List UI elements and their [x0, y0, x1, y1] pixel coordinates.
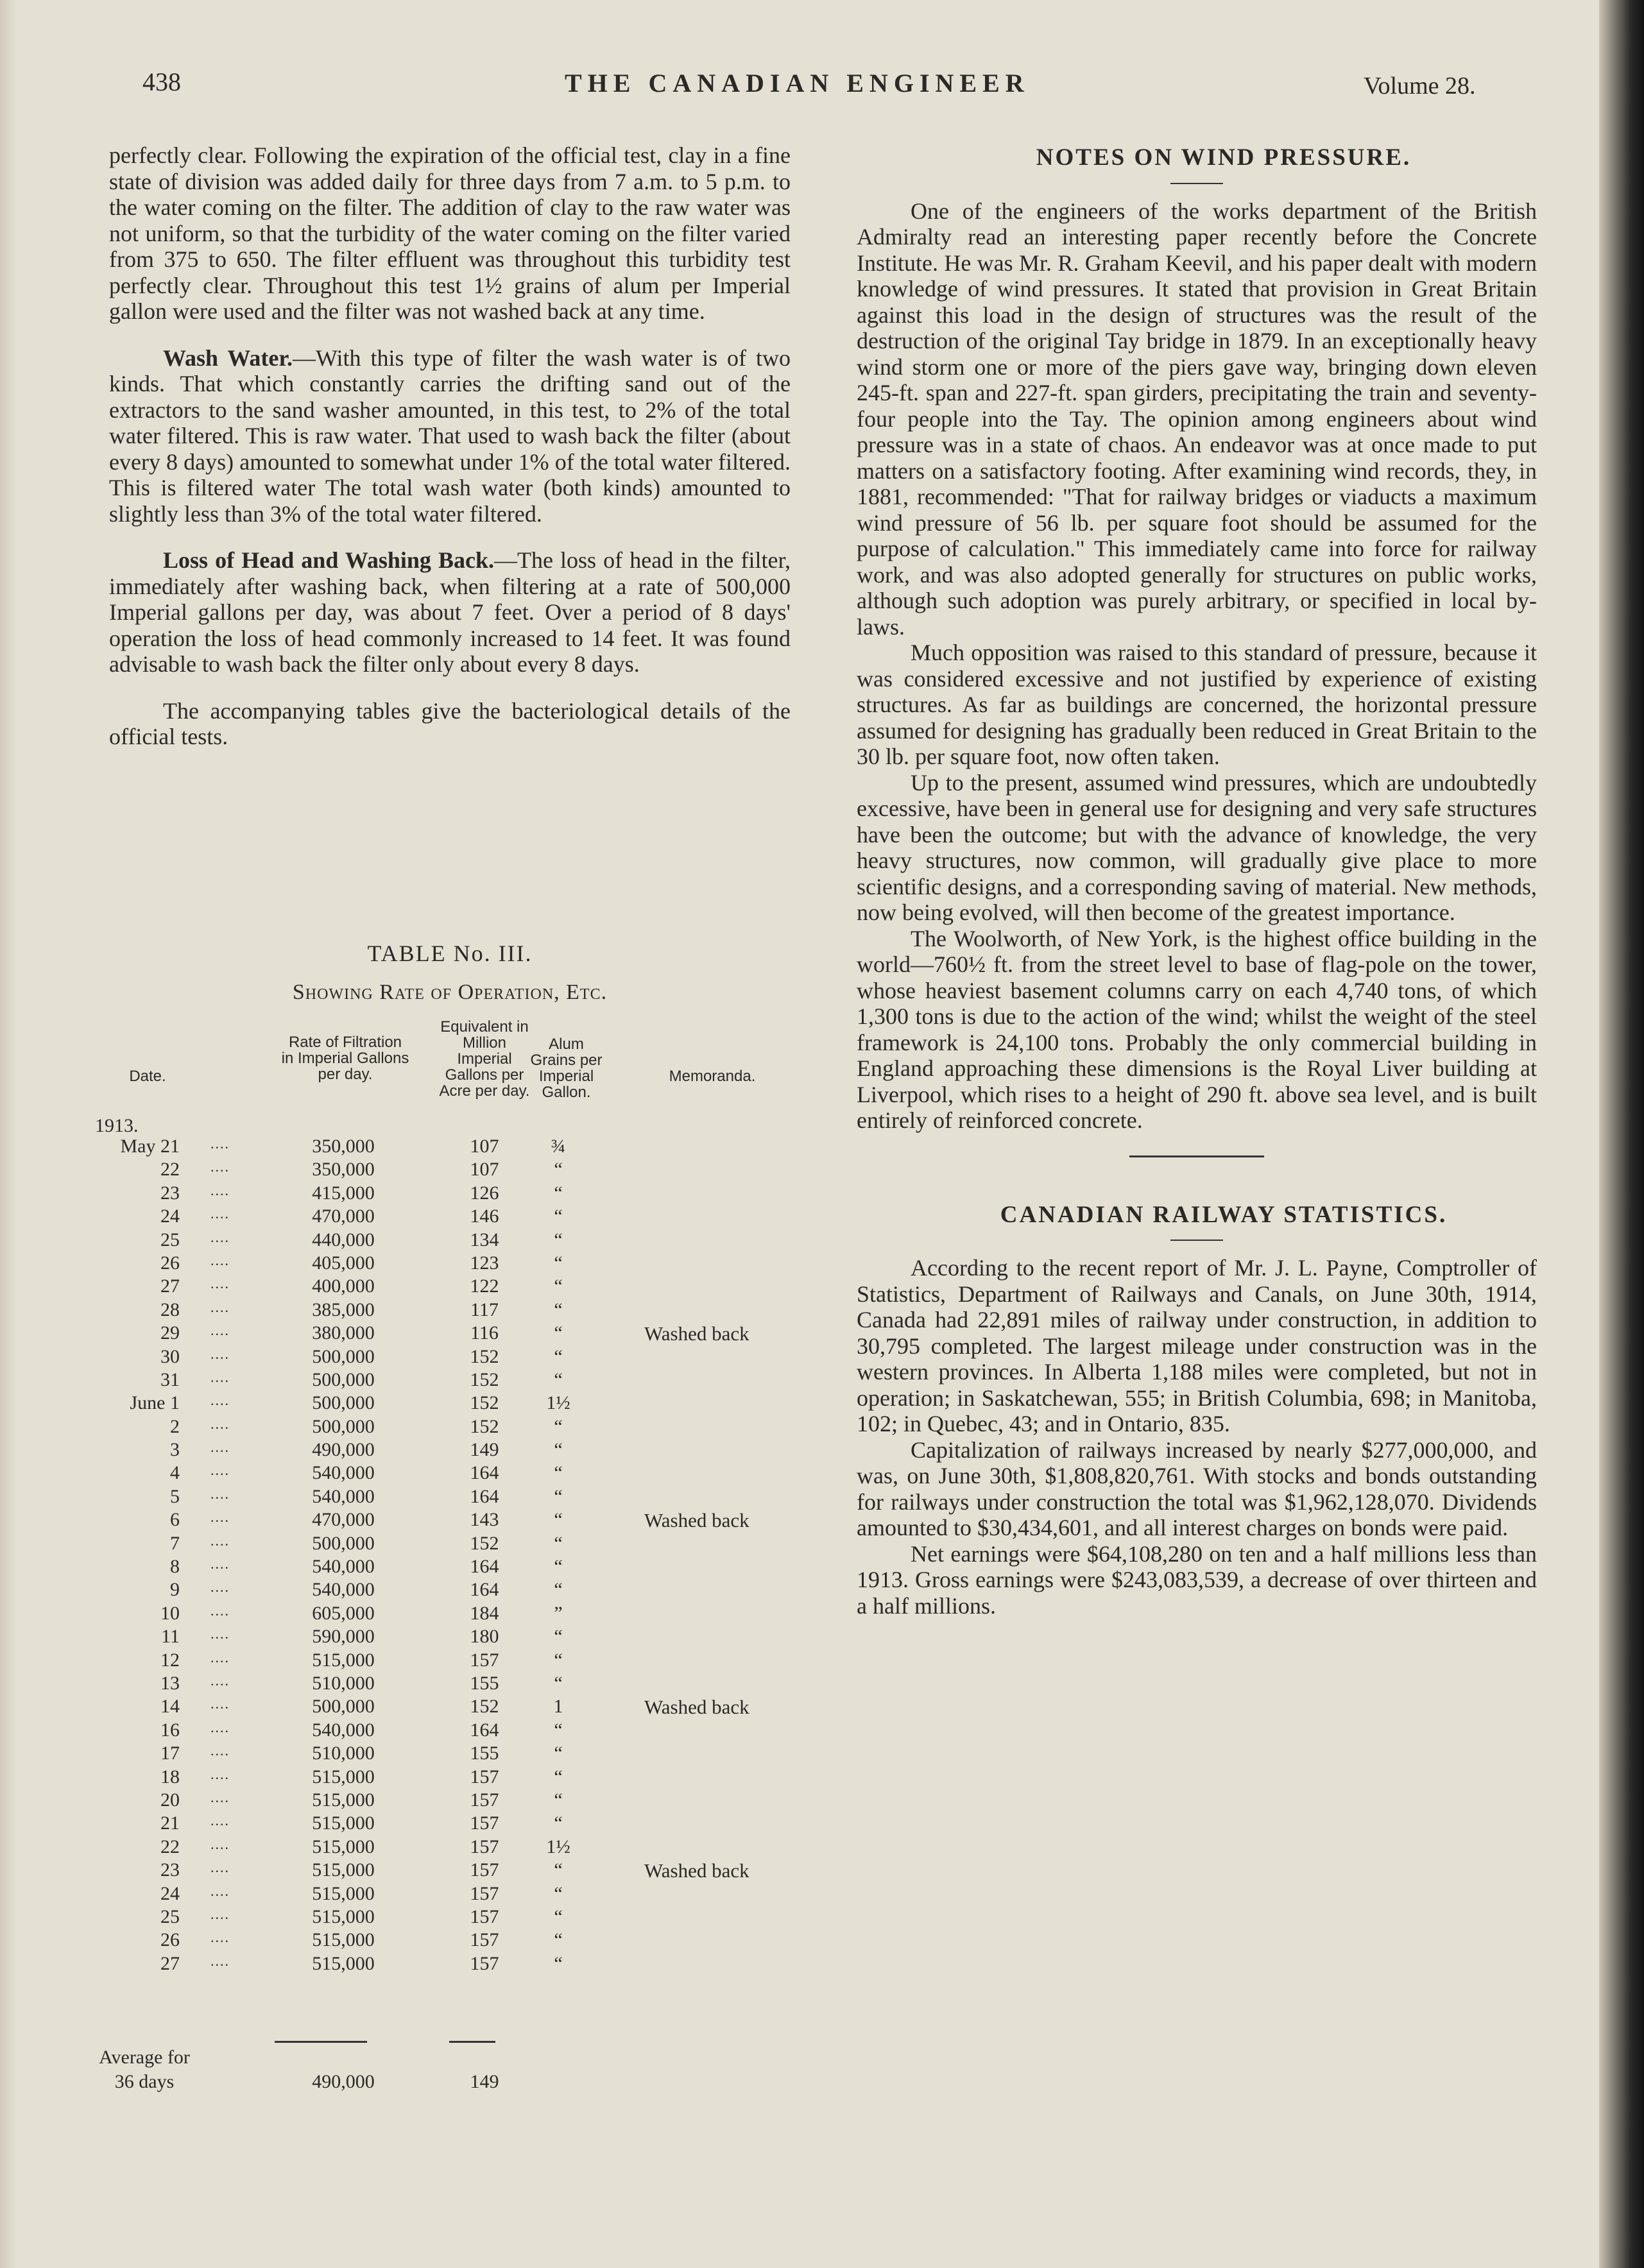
row-alum: “	[554, 1345, 563, 1367]
row-alum: “	[554, 1952, 563, 1974]
row-alum: “	[554, 1626, 563, 1648]
average-equivalent: 149	[470, 2071, 499, 2092]
wind-paragraph-4: The Woolworth, of New York, is the highest office building in the world—760½ ft. from the street level to base of flag-pole on the tower, whose heaviest basement columns carry on each 4,740 tons, of which 1,300 tons is due to the action of the wind; whilst the weight of the steel framework is 24,100 tons. Probably the only commercial building in England approaching these dimensions is the Royal Liver building at Liverpool, which rises to a height of 290 ft. above sea level, and is built entirely of reinforced concrete.	[857, 925, 1537, 1133]
row-date: 6	[170, 1509, 180, 1531]
col-header-memoranda: Memoranda.	[669, 1068, 756, 1085]
row-rate: 500,000	[312, 1392, 375, 1414]
table-row	[0, 1603, 796, 1626]
row-date: 28	[160, 1299, 180, 1320]
row-alum: “	[554, 1906, 563, 1927]
row-date: 16	[160, 1719, 180, 1741]
row-rate: 515,000	[312, 1766, 375, 1787]
table-row	[0, 1462, 796, 1485]
row-equivalent: 152	[470, 1696, 499, 1718]
row-memo: Washed back	[644, 1509, 749, 1532]
row-alum: “	[554, 1859, 563, 1881]
table-row	[0, 1812, 796, 1836]
row-rate: 500,000	[312, 1532, 375, 1554]
row-rate: 405,000	[312, 1252, 375, 1274]
row-rate: 385,000	[312, 1299, 375, 1320]
row-alum: “	[554, 1556, 563, 1578]
table-subtitle: Showing Rate of Operation, Etc.	[292, 980, 608, 1004]
table-row	[0, 1696, 796, 1719]
leader-dots: ....	[210, 1159, 230, 1175]
row-equivalent: 107	[470, 1136, 499, 1157]
railway-paragraph-2: Capitalization of railways increased by nearly $277,000,000, and was, on June 30th, $1,808,820,761. With stocks and bonds outstanding for railways under construction the total was $1,962,128,070. Dividends amounted to $30,434,601, and all interest charges on bonds were paid.	[857, 1437, 1537, 1540]
row-rate: 540,000	[312, 1462, 375, 1484]
leader-dots: ....	[210, 1368, 230, 1385]
leader-dots: ....	[210, 1859, 230, 1876]
leader-dots: ....	[210, 1696, 230, 1712]
railway-paragraph-1: According to the recent report of Mr. J. L. Payne, Comptroller of Statistics, Department of Railways and Canals, on June 30th, 1914, Canada had 22,891 miles of railway under construction, in addition to 30,795 completed. The largest mileage under construction was in the western provinces. In Alberta 1,188 miles were completed, but not in operation; in Saskatchewan, 555; in British Columbia, 698; in Manitoba, 102; in Quebec, 43; and in Ontario, 835.	[857, 1255, 1537, 1437]
leader-dots: ....	[210, 1882, 230, 1899]
row-equivalent: 157	[470, 1952, 499, 1974]
row-rate: 540,000	[312, 1556, 375, 1578]
right-column	[857, 145, 1537, 1619]
row-rate: 400,000	[312, 1275, 375, 1297]
row-date: June 1	[130, 1392, 180, 1414]
wash-water-text: —With this type of filter the wash water is of two kinds. That which constantly carries the drifting sand out of the extractors to the sand washer amounted, in this test, to 2% of the total water filtered. This is raw water. That used to wash back the filter (about every 8 days) amounted to somewhat under 1% of the total water filtered. This is filtered water The total wash water (both kinds) amounted to slightly less than 3% of the total water filtered.	[109, 345, 791, 527]
row-alum: “	[554, 1368, 563, 1390]
average-label: Average for 36 days	[99, 2047, 190, 2092]
paragraph-accompanying-tables: The accompanying tables give the bacteriological details of the official tests.	[109, 697, 791, 749]
leader-dots: ....	[210, 1299, 230, 1315]
row-alum: “	[554, 1415, 563, 1437]
col-header-rate: Rate of Filtration in Imperial Gallons per day.	[281, 1034, 409, 1083]
row-rate: 515,000	[312, 1859, 375, 1881]
row-date: 24	[160, 1206, 180, 1227]
row-equivalent: 143	[470, 1509, 499, 1531]
row-alum: “	[554, 1766, 563, 1787]
table-body	[0, 1136, 796, 1976]
row-date: 14	[160, 1696, 180, 1718]
row-alum: “	[554, 1252, 563, 1274]
row-alum: “	[554, 1532, 563, 1554]
leader-dots: ....	[210, 1649, 230, 1666]
row-equivalent: 123	[470, 1252, 499, 1274]
row-equivalent: 117	[470, 1299, 499, 1320]
row-date: 12	[160, 1649, 180, 1671]
row-date: May 21	[120, 1136, 180, 1157]
row-rate: 510,000	[312, 1672, 375, 1694]
page-number: 438	[142, 67, 181, 96]
table-row	[0, 1766, 796, 1789]
leader-dots: ....	[210, 1275, 230, 1292]
row-rate: 510,000	[312, 1743, 375, 1764]
row-rate: 415,000	[312, 1182, 375, 1204]
row-equivalent: 157	[470, 1906, 499, 1927]
table-row	[0, 1650, 796, 1673]
row-equivalent: 152	[470, 1345, 499, 1367]
row-equivalent: 184	[470, 1602, 499, 1624]
leader-dots: ....	[210, 1789, 230, 1805]
row-equivalent: 157	[470, 1649, 499, 1671]
row-memo: Washed back	[644, 1696, 749, 1719]
row-alum: “	[554, 1462, 563, 1484]
table-row	[0, 1579, 796, 1602]
row-equivalent: 164	[470, 1462, 499, 1484]
table-row	[0, 1252, 796, 1275]
leader-dots: ....	[210, 1392, 230, 1409]
total-rule-equivalent	[449, 2041, 495, 2043]
row-memo: Washed back	[644, 1322, 749, 1345]
table-row	[0, 1392, 796, 1415]
row-equivalent: 134	[470, 1229, 499, 1250]
table-title: TABLE No. III.	[367, 941, 533, 966]
leader-dots: ....	[210, 1322, 230, 1339]
row-equivalent: 146	[470, 1206, 499, 1227]
row-alum: “	[554, 1579, 563, 1601]
row-rate: 540,000	[312, 1579, 375, 1601]
row-rate: 350,000	[312, 1159, 375, 1181]
row-alum: 1½	[546, 1392, 570, 1414]
leader-dots: ....	[210, 1556, 230, 1573]
row-rate: 350,000	[312, 1136, 375, 1157]
row-date: 26	[160, 1929, 180, 1951]
row-equivalent: 107	[470, 1159, 499, 1181]
row-rate: 515,000	[312, 1649, 375, 1671]
row-rate: 380,000	[312, 1322, 375, 1344]
wind-paragraph-2: Much opposition was raised to this standard of pressure, because it was considered excessive and not justified by experience of existing structures. As far as buildings are concerned, the horizontal pressure assumed for designing has gradually been reduced in Great Britain to the 30 lb. per square foot, now often taken.	[857, 640, 1537, 769]
leader-dots: ....	[210, 1812, 230, 1829]
table-row	[0, 1789, 796, 1812]
leader-dots: ....	[210, 1136, 230, 1152]
table-row	[0, 1836, 796, 1859]
row-equivalent: 157	[470, 1766, 499, 1787]
row-rate: 500,000	[312, 1415, 375, 1437]
title-rule	[1170, 183, 1223, 184]
row-date: 31	[160, 1368, 180, 1390]
row-date: 5	[170, 1485, 180, 1507]
row-rate: 515,000	[312, 1789, 375, 1811]
table-row	[0, 1859, 796, 1882]
row-alum: “	[554, 1929, 563, 1951]
row-alum: ”	[554, 1602, 563, 1624]
leader-dots: ....	[210, 1415, 230, 1432]
table-row	[0, 1719, 796, 1743]
row-date: 9	[170, 1579, 180, 1601]
row-equivalent: 122	[470, 1275, 499, 1297]
table-row	[0, 1182, 796, 1206]
row-equivalent: 157	[470, 1836, 499, 1857]
row-date: 25	[160, 1229, 180, 1250]
row-alum: “	[554, 1812, 563, 1834]
row-alum: “	[554, 1789, 563, 1811]
row-alum: 1½	[546, 1836, 570, 1857]
row-rate: 490,000	[312, 1439, 375, 1461]
row-date: 7	[170, 1532, 180, 1554]
row-alum: “	[554, 1206, 563, 1227]
wind-paragraph-3: Up to the present, assumed wind pressures, which are undoubtedly excessive, have been in general use for designing and very safe structures have been the outcome; but with the advance of knowledge, the very heavy structures, now common, will gradually give place to more scientific designs, and a corresponding saving of material. New methods, now being evolved, will then become of the greatest importance.	[857, 769, 1537, 925]
leader-dots: ....	[210, 1439, 230, 1456]
table-row	[0, 1743, 796, 1766]
leader-dots: ....	[210, 1836, 230, 1852]
leader-dots: ....	[210, 1206, 230, 1222]
row-rate: 500,000	[312, 1368, 375, 1390]
row-rate: 470,000	[312, 1509, 375, 1531]
col-header-alum: Alum Grains per Imperial Gallon.	[530, 1036, 603, 1101]
row-rate: 515,000	[312, 1906, 375, 1927]
table-row	[0, 1322, 796, 1345]
running-header	[0, 63, 1566, 108]
row-alum: “	[554, 1485, 563, 1507]
table-row	[0, 1486, 796, 1509]
row-date: 23	[160, 1859, 180, 1881]
row-alum: “	[554, 1229, 563, 1250]
row-date: 10	[160, 1602, 180, 1624]
col-header-equivalent: Equivalent in Million Imperial Gallons per Acre per day.	[439, 1018, 530, 1100]
row-date: 22	[160, 1836, 180, 1857]
row-equivalent: 157	[470, 1859, 499, 1881]
row-date: 23	[160, 1182, 180, 1204]
row-equivalent: 126	[470, 1182, 499, 1204]
leader-dots: ....	[210, 1532, 230, 1549]
row-rate: 590,000	[312, 1626, 375, 1648]
table-row	[0, 1556, 796, 1579]
leader-dots: ....	[210, 1672, 230, 1689]
wind-pressure-title: NOTES ON WIND PRESSURE.	[1036, 144, 1412, 171]
row-equivalent: 180	[470, 1626, 499, 1648]
row-date: 3	[170, 1439, 180, 1461]
leader-dots: ....	[210, 1602, 230, 1619]
loss-of-head-text: —The loss of head in the filter, immediately after washing back, when filtering at a rate of 500,000 Imperial gallons per day, was about 7 feet. Over a period of 8 days' operation the loss of head commonly increased to 14 feet. It was found advisable to wash back the filter only about every 8 days.	[109, 547, 791, 677]
table-row	[0, 1929, 796, 1952]
row-equivalent: 157	[470, 1882, 499, 1904]
row-date: 17	[160, 1743, 180, 1764]
leader-dots: ....	[210, 1906, 230, 1922]
leader-dots: ....	[210, 1626, 230, 1642]
section-head-loss-of-head: Loss of Head and Washing Back.	[163, 547, 494, 573]
row-equivalent: 164	[470, 1579, 499, 1601]
row-equivalent: 157	[470, 1812, 499, 1834]
leader-dots: ....	[210, 1485, 230, 1502]
table-row	[0, 1206, 796, 1229]
row-rate: 540,000	[312, 1719, 375, 1741]
row-alum: “	[554, 1672, 563, 1694]
journal-title: THE CANADIAN ENGINEER	[565, 69, 1030, 98]
paragraph-filter-clear: perfectly clear. Following the expiration of the official test, clay in a fine state of division was added daily for three days from 7 a.m. to 5 p.m. to the water coming on the filter. The addition of clay to the raw water was not uniform, so that the turbidity of the water coming on the filter varied from 375 to 650. The filter effluent was throughout this turbidity test perfectly clear. Throughout this test 1½ grains of alum per Imperial gallon were used and the filter was not washed back at any time.	[109, 142, 791, 324]
row-date: 27	[160, 1275, 180, 1297]
row-alum: “	[554, 1322, 563, 1344]
row-rate: 470,000	[312, 1206, 375, 1227]
table-row	[0, 1369, 796, 1392]
table-row	[0, 1299, 796, 1322]
page-binding-edge	[1599, 0, 1644, 2268]
row-equivalent: 157	[470, 1789, 499, 1811]
table-row	[0, 1883, 796, 1906]
row-rate: 515,000	[312, 1812, 375, 1834]
row-equivalent: 155	[470, 1672, 499, 1694]
row-date: 4	[170, 1462, 180, 1484]
row-date: 21	[160, 1812, 180, 1834]
table-row	[0, 1439, 796, 1462]
table-row	[0, 1136, 796, 1159]
row-date: 2	[170, 1415, 180, 1437]
leader-dots: ....	[210, 1766, 230, 1782]
row-alum: “	[554, 1882, 563, 1904]
average-rate: 490,000	[312, 2071, 375, 2092]
row-equivalent: 164	[470, 1485, 499, 1507]
row-rate: 500,000	[312, 1696, 375, 1718]
row-rate: 515,000	[312, 1882, 375, 1904]
table-row	[0, 1509, 796, 1532]
table-row	[0, 1275, 796, 1299]
table-row	[0, 1906, 796, 1929]
row-equivalent: 164	[470, 1556, 499, 1578]
leader-dots: ....	[210, 1345, 230, 1362]
row-equivalent: 152	[470, 1532, 499, 1554]
row-alum: “	[554, 1649, 563, 1671]
row-memo: Washed back	[644, 1859, 749, 1882]
volume-label: Volume 28.	[1364, 72, 1476, 99]
row-rate: 500,000	[312, 1345, 375, 1367]
row-equivalent: 152	[470, 1415, 499, 1437]
table-row	[0, 1626, 796, 1649]
row-date: 8	[170, 1556, 180, 1578]
table-row	[0, 1953, 796, 1976]
row-date: 27	[160, 1952, 180, 1974]
table-row	[0, 1416, 796, 1439]
row-alum: “	[554, 1182, 563, 1204]
row-equivalent: 149	[470, 1439, 499, 1461]
leader-dots: ....	[210, 1929, 230, 1946]
total-rule-rate	[275, 2041, 367, 2043]
table-row	[0, 1346, 796, 1369]
row-alum: “	[554, 1743, 563, 1764]
row-rate: 515,000	[312, 1952, 375, 1974]
leader-dots: ....	[210, 1509, 230, 1526]
row-alum: “	[554, 1275, 563, 1297]
table-row	[0, 1673, 796, 1696]
leader-dots: ....	[210, 1719, 230, 1735]
leader-dots: ....	[210, 1462, 230, 1479]
row-date: 24	[160, 1882, 180, 1904]
row-alum: “	[554, 1159, 563, 1181]
table-year: 1913.	[95, 1115, 139, 1136]
row-alum: ¾	[551, 1136, 566, 1157]
row-equivalent: 116	[470, 1322, 499, 1344]
leader-dots: ....	[210, 1229, 230, 1245]
leader-dots: ....	[210, 1579, 230, 1596]
paragraph-loss-of-head	[109, 547, 791, 678]
row-date: 30	[160, 1345, 180, 1367]
title-rule	[1170, 1240, 1223, 1241]
row-alum: 1	[553, 1696, 563, 1718]
row-date: 20	[160, 1789, 180, 1811]
col-header-date: Date.	[129, 1068, 166, 1085]
table-row	[0, 1533, 796, 1556]
row-date: 22	[160, 1159, 180, 1181]
row-rate: 540,000	[312, 1485, 375, 1507]
row-date: 25	[160, 1906, 180, 1927]
leader-dots: ....	[210, 1182, 230, 1198]
railway-statistics-title: CANADIAN RAILWAY STATISTICS.	[1000, 1201, 1448, 1228]
table-row	[0, 1229, 796, 1252]
row-rate: 515,000	[312, 1929, 375, 1951]
row-equivalent: 155	[470, 1743, 499, 1764]
row-alum: “	[554, 1509, 563, 1531]
row-date: 18	[160, 1766, 180, 1787]
row-rate: 440,000	[312, 1229, 375, 1250]
section-divider	[1129, 1155, 1264, 1157]
row-equivalent: 152	[470, 1368, 499, 1390]
left-column	[109, 142, 791, 750]
leader-dots: ....	[210, 1252, 230, 1268]
row-alum: “	[554, 1439, 563, 1461]
wind-paragraph-1: One of the engineers of the works department of the British Admiralty read an interesting paper recently before the Concrete Institute. He was Mr. R. Graham Keevil, and his paper dealt with modern knowledge of wind pressures. It stated that provision in Great Britain against this load in the design of structures was the result of the destruction of the original Tay bridge in 1879. In an exceptionally heavy wind storm one or more of the piers gave way, bringing down eleven 245-ft. span and 227-ft. span girders, precipitating the train and seventy-four people into the Tay. The opinion among engineers about wind pressure was in a state of chaos. An endeavor was at once made to put matters on a satisfactory footing. After examining wind records, they, in 1881, recommended: "That for railway bridges or viaducts a maximum wind pressure of 56 lb. per square foot should be assumed for the purpose of calculation." This immediately came into force for railway work, and was also adopted generally for structures on public works, although such adoption was purely arbitrary, or specified in local by-laws.	[857, 198, 1537, 640]
row-alum: “	[554, 1299, 563, 1320]
leader-dots: ....	[210, 1743, 230, 1759]
leader-dots: ....	[210, 1952, 230, 1969]
row-equivalent: 164	[470, 1719, 499, 1741]
section-head-wash-water: Wash Water.	[163, 345, 293, 371]
paragraph-wash-water	[109, 345, 791, 527]
row-rate: 605,000	[312, 1602, 375, 1624]
row-rate: 515,000	[312, 1836, 375, 1857]
table-row	[0, 1159, 796, 1182]
railway-paragraph-3: Net earnings were $64,108,280 on ten and a half millions less than 1913. Gross earnings were $243,083,539, a decrease of over thirteen and a half millions.	[857, 1540, 1537, 1619]
row-equivalent: 157	[470, 1929, 499, 1951]
row-equivalent: 152	[470, 1392, 499, 1414]
row-alum: “	[554, 1719, 563, 1741]
row-date: 13	[160, 1672, 180, 1694]
row-date: 11	[161, 1626, 180, 1648]
row-date: 26	[160, 1252, 180, 1274]
row-date: 29	[160, 1322, 180, 1344]
